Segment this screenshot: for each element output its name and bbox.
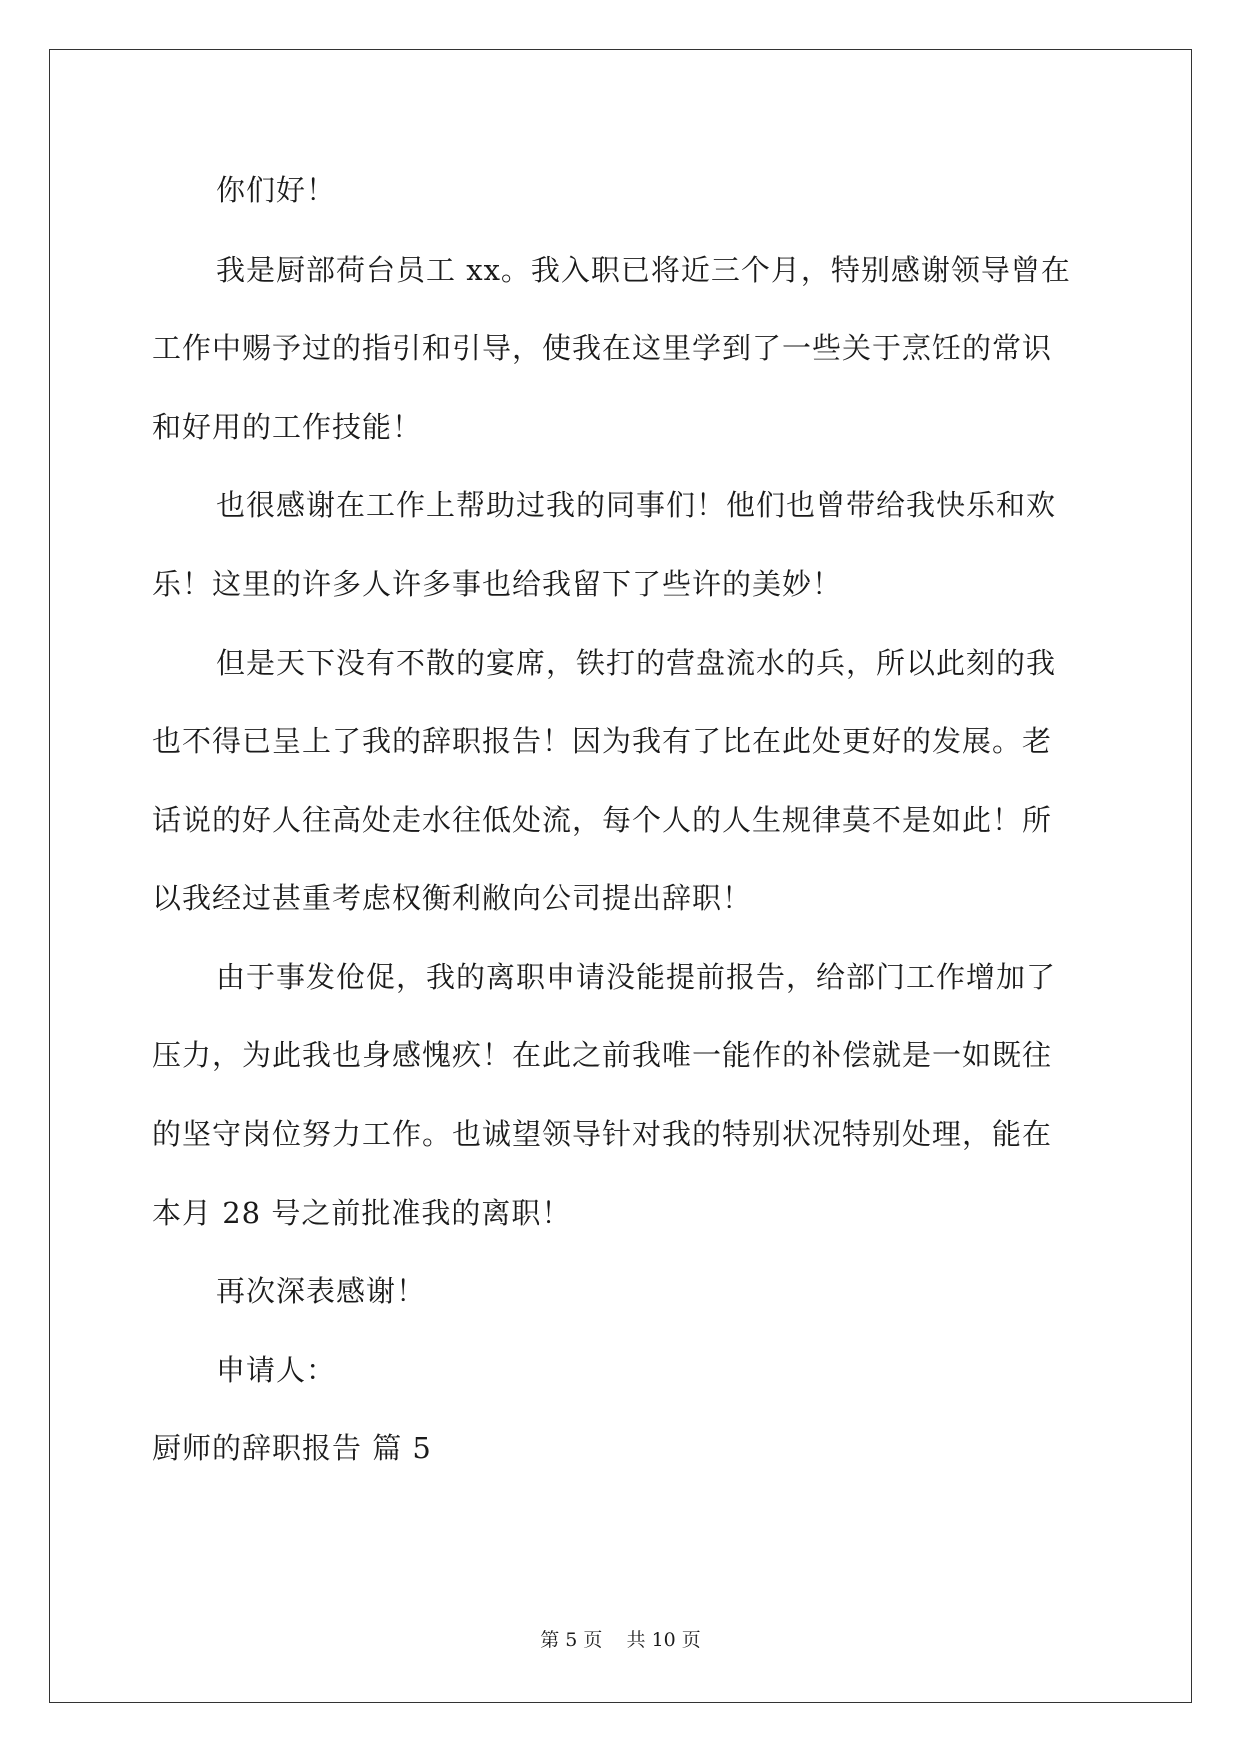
paragraph-line: 压力，为此我也身感愧疚！在此之前我唯一能作的补偿就是一如既往: [152, 1038, 1053, 1072]
paragraph-line: 的坚守岗位努力工作。也诚望领导针对我的特别状况特别处理，能在: [152, 1117, 1053, 1151]
closing-line: 再次深表感谢！: [216, 1274, 427, 1308]
applicant-line: 申请人：: [216, 1353, 337, 1387]
salutation-line: 你们好！: [216, 173, 337, 207]
paragraph-line: 也很感谢在工作上帮助过我的同事们！他们也曾带给我快乐和欢: [216, 488, 1057, 522]
paragraph-line: 我是厨部荷台员工 xx。我入职已将近三个月，特别感谢领导曾在: [216, 253, 1071, 287]
page-number-footer: 第 5 页 共 10 页: [540, 1629, 701, 1651]
paragraph-line: 也不得已呈上了我的辞职报告！因为我有了比在此处更好的发展。老: [152, 724, 1053, 758]
paragraph-line: 本月 28 号之前批准我的离职！: [152, 1196, 572, 1230]
section-heading: 厨师的辞职报告 篇 5: [152, 1431, 432, 1465]
paragraph-line: 但是天下没有不散的宴席，铁打的营盘流水的兵，所以此刻的我: [216, 646, 1057, 680]
paragraph-line: 工作中赐予过的指引和引导，使我在这里学到了一些关于烹饪的常识: [152, 331, 1053, 365]
paragraph-line: 由于事发伧促，我的离职申请没能提前报告，给部门工作增加了: [216, 960, 1057, 994]
paragraph-line: 和好用的工作技能！: [152, 410, 423, 444]
paragraph-line: 以我经过甚重考虑权衡利敝向公司提出辞职！: [152, 881, 753, 915]
paragraph-line: 话说的好人往高处走水往低处流，每个人的人生规律莫不是如此！所: [152, 803, 1053, 837]
paragraph-line: 乐！这里的许多人许多事也给我留下了些许的美妙！: [152, 567, 843, 601]
